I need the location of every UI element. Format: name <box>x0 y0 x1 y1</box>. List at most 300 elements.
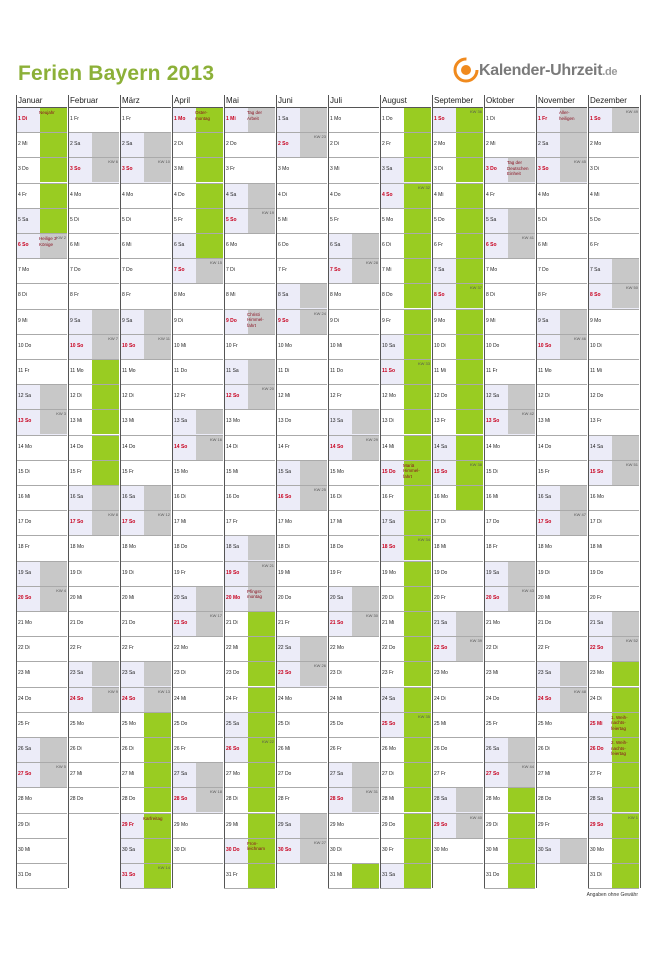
day-number: 24 Fr <box>226 695 238 702</box>
day-cell <box>484 814 535 839</box>
day-number: 25 Mi <box>590 720 603 727</box>
school-holiday-mark <box>404 335 431 359</box>
day-cell <box>16 133 67 158</box>
month-column <box>224 95 275 888</box>
week-number: KW 51 <box>625 461 638 467</box>
week-number: KW 25 <box>313 487 326 492</box>
weekend-mark <box>40 385 67 409</box>
day-cell <box>224 284 275 309</box>
day-number: 24 Do <box>18 695 32 702</box>
weekend-mark <box>300 461 327 485</box>
weekend-mark <box>612 612 639 636</box>
day-cell <box>16 864 67 889</box>
school-holiday-mark <box>404 763 431 787</box>
day-number: 10 Di <box>434 342 446 349</box>
day-number: 21 Di <box>226 620 238 626</box>
weekend-mark <box>560 310 587 334</box>
day-number: 27 Mi <box>122 771 135 778</box>
day-cell <box>484 234 535 259</box>
day-number: 24 Mo <box>278 695 292 702</box>
column-divider <box>224 95 225 888</box>
column-divider <box>68 95 69 888</box>
day-cell <box>328 814 379 839</box>
day-cell <box>380 486 431 511</box>
day-cell <box>328 284 379 309</box>
day-number: 20 Sa <box>174 594 188 601</box>
day-number: 30 Mo <box>434 846 448 853</box>
day-number: 12 Di <box>538 393 550 400</box>
day-cell <box>588 335 639 360</box>
day-number: 29 Mo <box>174 821 188 828</box>
day-number: 10 Mo <box>278 342 292 349</box>
day-number: 16 Sa <box>70 494 84 500</box>
day-number: 21 Mo <box>18 620 32 626</box>
month-column <box>172 95 223 888</box>
weekend-mark <box>196 763 223 787</box>
day-number: 9 Mo <box>590 317 602 324</box>
day-cell <box>224 184 275 209</box>
day-number: 28 So <box>174 796 188 803</box>
day-cell <box>172 335 223 360</box>
day-cell <box>432 158 483 183</box>
day-number: 13 So <box>486 418 500 425</box>
day-number: 28 Mo <box>486 796 500 803</box>
day-number: 18 Mo <box>122 544 136 551</box>
school-holiday-mark <box>404 158 431 182</box>
day-cell <box>328 738 379 763</box>
day-cell <box>172 688 223 713</box>
weekend-mark <box>248 360 275 384</box>
day-cell <box>68 562 119 587</box>
school-holiday-mark <box>404 788 431 812</box>
school-holiday-mark <box>456 310 483 334</box>
day-cell <box>380 158 431 183</box>
day-cell <box>380 461 431 486</box>
day-number: 11 Mo <box>70 368 84 374</box>
weekend-mark <box>196 410 223 434</box>
day-number: 1 Do <box>382 116 393 122</box>
school-holiday-mark <box>404 839 431 863</box>
day-number: 29 Di <box>18 821 30 828</box>
day-cell <box>224 234 275 259</box>
day-cell <box>328 133 379 158</box>
day-cell <box>484 688 535 713</box>
day-number: 14 Sa <box>590 443 604 450</box>
day-number: 8 Fr <box>122 292 131 299</box>
day-number: 10 Mi <box>330 342 343 349</box>
day-number: 26 Sa <box>18 746 32 752</box>
day-number: 3 So <box>538 166 549 173</box>
day-cell <box>120 763 171 788</box>
day-cell <box>432 259 483 284</box>
day-cell <box>276 486 327 511</box>
school-holiday-mark <box>144 738 171 762</box>
day-cell <box>68 587 119 612</box>
day-number: 7 Fr <box>278 267 287 274</box>
day-cell <box>380 713 431 738</box>
day-cell <box>172 562 223 587</box>
day-cell <box>224 839 275 864</box>
day-cell <box>432 662 483 687</box>
school-holiday-mark <box>404 562 431 586</box>
day-cell <box>484 662 535 687</box>
month-column <box>68 95 119 888</box>
school-holiday-mark <box>144 763 171 787</box>
day-cell <box>224 763 275 788</box>
day-number: 19 Mo <box>382 569 396 576</box>
holiday-name: Fron-leichnam <box>247 840 266 852</box>
day-cell <box>588 360 639 385</box>
day-cell <box>68 259 119 284</box>
day-cell <box>276 310 327 335</box>
day-number: 23 So <box>278 670 292 677</box>
day-cell <box>588 763 639 788</box>
day-cell <box>224 738 275 763</box>
day-cell <box>380 234 431 259</box>
day-cell <box>432 310 483 335</box>
day-number: 24 Di <box>590 695 602 702</box>
column-divider <box>432 95 433 888</box>
week-number: KW 15 <box>209 260 222 266</box>
day-number: 24 Di <box>434 695 446 702</box>
day-number: 2 Fr <box>382 141 391 148</box>
day-cell <box>588 612 639 637</box>
day-number: 10 Di <box>590 342 602 349</box>
day-number: 25 Mi <box>434 720 447 727</box>
day-number: 10 So <box>122 342 136 349</box>
school-holiday-mark <box>196 184 223 208</box>
school-holiday-mark <box>456 209 483 233</box>
day-cell <box>224 511 275 536</box>
day-number: 10 Mi <box>174 342 187 349</box>
weekend-mark <box>92 486 119 510</box>
week-number: KW 43 <box>521 587 534 593</box>
day-cell <box>484 133 535 158</box>
day-number: 11 Fr <box>18 368 30 374</box>
week-number: KW 39 <box>469 638 482 644</box>
day-number: 10 Do <box>486 342 500 349</box>
day-cell <box>588 133 639 158</box>
day-cell <box>120 410 171 435</box>
day-cell <box>536 587 587 612</box>
day-cell <box>380 511 431 536</box>
day-number: 15 Fr <box>70 468 82 475</box>
day-cell <box>484 864 535 889</box>
day-cell <box>380 839 431 864</box>
day-cell <box>224 158 275 183</box>
day-number: 29 Mo <box>330 821 344 828</box>
day-number: 15 Fr <box>122 468 134 475</box>
week-number: KW 26 <box>313 663 326 669</box>
day-number: 18 Mi <box>590 544 603 551</box>
day-cell <box>484 385 535 410</box>
column-divider <box>640 95 641 888</box>
day-number: 2 Sa <box>538 141 549 148</box>
month-header: Januar <box>16 95 67 108</box>
weekend-mark <box>144 310 171 334</box>
school-holiday-mark <box>456 259 483 283</box>
day-number: 2 Mi <box>18 141 28 148</box>
day-cell <box>276 259 327 284</box>
logo-text: Kalender-Uhrzeit.de <box>479 62 618 79</box>
day-number: 16 Mi <box>486 494 499 500</box>
day-number: 1 Fr <box>538 116 548 122</box>
day-number: 21 Sa <box>590 620 604 626</box>
day-cell <box>380 335 431 360</box>
week-number: KW 7 <box>108 335 118 341</box>
day-number: 26 Mo <box>382 746 396 752</box>
day-cell <box>328 688 379 713</box>
month-column <box>328 95 379 888</box>
day-cell <box>276 612 327 637</box>
holiday-name: Karfreitag <box>143 815 163 821</box>
day-number: 8 Mi <box>226 292 236 299</box>
weekend-mark <box>144 133 171 157</box>
day-number: 8 So <box>590 292 601 299</box>
day-number: 21 Fr <box>278 620 290 626</box>
day-number: 9 Do <box>226 317 237 324</box>
day-cell <box>224 259 275 284</box>
week-number: KW 5 <box>56 764 66 770</box>
school-holiday-mark <box>404 385 431 409</box>
day-cell <box>172 587 223 612</box>
weekend-mark <box>612 436 639 460</box>
day-cell <box>484 536 535 561</box>
day-cell <box>432 486 483 511</box>
day-number: 7 Sa <box>434 267 445 274</box>
day-number: 16 Sa <box>538 494 552 500</box>
day-cell <box>276 788 327 813</box>
day-cell <box>536 108 587 133</box>
day-cell <box>328 335 379 360</box>
school-holiday-mark <box>248 763 275 787</box>
day-cell <box>68 133 119 158</box>
school-holiday-mark <box>612 839 639 863</box>
day-number: 3 So <box>70 166 81 173</box>
weekend-mark <box>300 637 327 661</box>
weekend-mark <box>92 662 119 686</box>
day-number: 19 Do <box>590 569 604 576</box>
day-cell <box>16 436 67 461</box>
day-cell <box>484 108 535 133</box>
weekend-mark <box>508 562 535 586</box>
day-cell <box>16 587 67 612</box>
day-cell <box>328 234 379 259</box>
weekend-mark <box>352 763 379 787</box>
school-holiday-mark <box>456 184 483 208</box>
day-number: 23 Di <box>330 670 342 677</box>
day-number: 5 Di <box>122 216 131 223</box>
day-number: 13 Di <box>382 418 394 425</box>
day-cell <box>172 713 223 738</box>
day-number: 9 Mo <box>434 317 446 324</box>
day-number: 25 Do <box>330 720 344 727</box>
month-column <box>432 95 483 888</box>
day-number: 6 Fr <box>434 242 443 248</box>
day-cell <box>588 310 639 335</box>
day-number: 16 Sa <box>122 494 136 500</box>
school-holiday-mark <box>456 486 483 510</box>
week-number: KW 35 <box>417 713 430 719</box>
school-holiday-mark <box>352 864 379 888</box>
day-cell <box>484 461 535 486</box>
month-header: November <box>536 95 587 108</box>
site-logo[interactable] <box>452 56 638 86</box>
day-number: 27 Mo <box>226 771 240 778</box>
day-number: 5 Do <box>434 216 445 223</box>
day-cell <box>536 562 587 587</box>
column-divider <box>16 95 17 888</box>
day-cell <box>172 763 223 788</box>
day-cell <box>536 184 587 209</box>
day-cell <box>588 839 639 864</box>
day-number: 7 So <box>174 267 185 274</box>
day-number: 22 So <box>434 645 448 652</box>
day-number: 30 Sa <box>122 846 136 853</box>
day-number: 3 Fr <box>226 166 235 173</box>
day-cell <box>588 209 639 234</box>
day-number: 29 Fr <box>122 821 134 828</box>
day-number: 27 Mi <box>70 771 83 778</box>
day-cell <box>536 788 587 813</box>
day-number: 3 Mi <box>330 166 340 173</box>
weekend-mark <box>300 814 327 838</box>
day-number: 4 Do <box>174 191 185 198</box>
month-header: August <box>380 95 431 108</box>
month-column <box>380 95 431 888</box>
day-number: 25 Sa <box>226 720 240 727</box>
day-cell <box>172 839 223 864</box>
day-cell <box>120 284 171 309</box>
day-number: 25 So <box>382 720 396 727</box>
day-number: 1 Di <box>486 116 495 122</box>
day-number: 5 Fr <box>174 216 183 223</box>
day-cell <box>68 108 119 133</box>
day-number: 1 Fr <box>122 116 131 122</box>
week-number: KW 44 <box>521 764 534 770</box>
day-number: 6 Sa <box>174 242 185 248</box>
day-number: 11 Mo <box>122 368 136 374</box>
day-cell <box>484 511 535 536</box>
day-cell <box>172 108 223 133</box>
day-number: 24 Mi <box>174 695 187 702</box>
day-cell <box>16 284 67 309</box>
column-divider <box>120 95 121 888</box>
day-cell <box>16 461 67 486</box>
day-number: 22 Mi <box>226 645 239 652</box>
day-cell <box>432 108 483 133</box>
day-number: 4 Di <box>278 191 287 198</box>
day-cell <box>172 612 223 637</box>
day-number: 15 Sa <box>278 468 292 475</box>
school-holiday-mark <box>404 310 431 334</box>
school-holiday-mark <box>404 284 431 308</box>
day-cell <box>432 511 483 536</box>
day-number: 17 Fr <box>226 519 238 526</box>
day-number: 5 Mo <box>382 216 394 223</box>
day-cell <box>68 637 119 662</box>
day-cell <box>432 209 483 234</box>
day-number: 1 So <box>434 116 445 122</box>
day-number: 20 Sa <box>330 594 344 601</box>
day-number: 23 Mi <box>486 670 499 677</box>
day-cell <box>536 814 587 839</box>
day-cell <box>484 335 535 360</box>
day-cell <box>120 234 171 259</box>
week-number: KW 13 <box>157 688 170 694</box>
day-number: 20 Fr <box>434 594 446 601</box>
day-cell <box>432 410 483 435</box>
day-cell <box>536 133 587 158</box>
day-cell <box>380 612 431 637</box>
day-number: 1 Mo <box>330 116 342 122</box>
day-number: 20 Mi <box>538 594 551 601</box>
day-number: 13 Do <box>278 418 292 425</box>
day-number: 15 So <box>434 468 448 475</box>
day-number: 5 Sa <box>18 216 29 223</box>
day-number: 2 Sa <box>122 141 133 148</box>
day-number: 13 Sa <box>330 418 344 425</box>
day-cell <box>328 436 379 461</box>
day-number: 22 Fr <box>70 645 82 652</box>
school-holiday-mark <box>92 360 119 384</box>
day-cell <box>16 536 67 561</box>
holiday-name: Tag der Arbeit <box>247 110 263 121</box>
day-cell <box>276 511 327 536</box>
day-number: 28 Mo <box>18 796 32 803</box>
day-cell <box>432 814 483 839</box>
weekend-mark <box>144 486 171 510</box>
week-number: KW 22 <box>261 739 274 744</box>
day-number: 30 So <box>278 846 292 853</box>
day-number: 22 Mo <box>174 645 188 652</box>
day-cell <box>536 536 587 561</box>
day-cell <box>588 587 639 612</box>
week-number: KW 1 <box>628 814 638 820</box>
month-header: Juni <box>276 95 327 108</box>
day-cell <box>380 814 431 839</box>
week-number: KW 28 <box>365 260 378 266</box>
day-cell <box>224 612 275 637</box>
day-number: 21 Do <box>538 620 552 626</box>
day-number: 25 Mo <box>70 720 84 727</box>
day-cell <box>484 612 535 637</box>
school-holiday-mark <box>40 133 67 157</box>
day-number: 5 Di <box>70 216 79 223</box>
week-number: KW 46 <box>573 335 586 341</box>
day-cell <box>224 108 275 133</box>
day-number: 22 Fr <box>538 645 550 652</box>
day-number: 12 Do <box>590 393 604 400</box>
week-number: KW 11 <box>158 335 170 341</box>
day-number: 19 Fr <box>330 569 342 576</box>
day-number: 5 Sa <box>486 216 497 223</box>
day-cell <box>120 562 171 587</box>
day-cell <box>68 536 119 561</box>
day-number: 15 Di <box>18 468 30 475</box>
day-number: 17 Sa <box>382 519 396 526</box>
day-number: 26 Di <box>122 746 134 752</box>
day-number: 9 Mi <box>486 317 496 324</box>
day-cell <box>328 788 379 813</box>
day-cell <box>68 662 119 687</box>
day-number: 18 So <box>382 544 396 551</box>
day-cell <box>432 738 483 763</box>
school-holiday-mark <box>404 637 431 661</box>
day-cell <box>536 310 587 335</box>
day-cell <box>120 788 171 813</box>
day-cell <box>276 839 327 864</box>
